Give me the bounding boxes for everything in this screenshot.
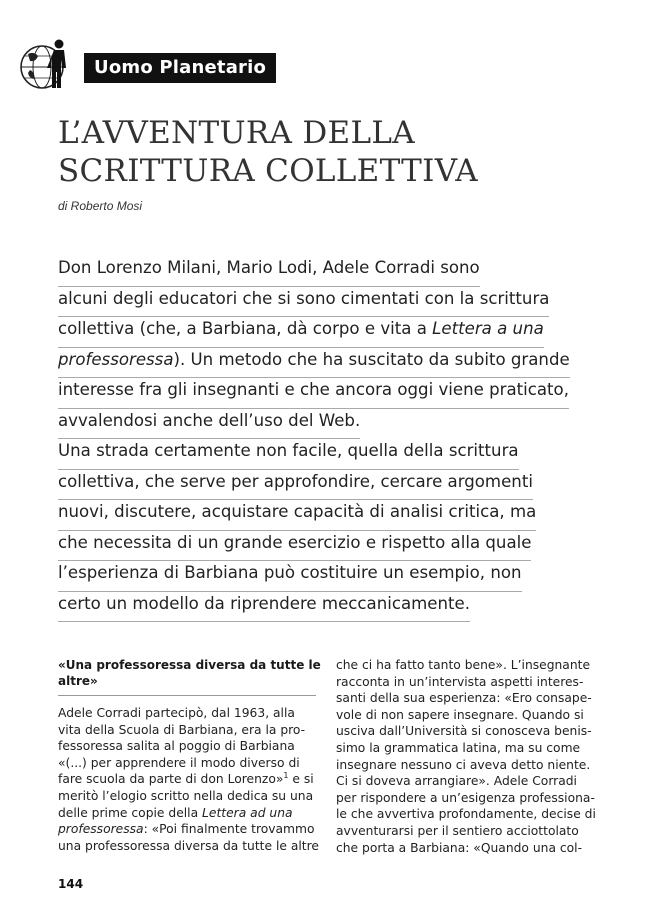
body-line: Ci si doveva arrangiare». Adele Corradi [336, 774, 577, 789]
lead-line: interesse fra gli insegnanti e che ancora oggi viene praticato, [58, 378, 569, 409]
globe-with-human-figure-icon [18, 36, 78, 98]
body-line: santi della sua esperienza: «Ero consape- [336, 691, 592, 706]
lead-line: collettiva, che serve per approfondire, cercare argomenti [58, 470, 533, 501]
title-line: L’AVVENTURA DELLA [58, 115, 415, 151]
section-badge: Uomo Planetario [84, 53, 276, 83]
lead-line: professoressa). Un metodo che ha suscitato da subito grande [58, 348, 570, 379]
body-line: fessoressa salita al poggio di Barbiana [58, 739, 295, 754]
body-line: vole di non sapere insegnare. Quando si [336, 707, 584, 722]
body-line: per rispondere a un’esigenza professiona- [336, 790, 595, 805]
body-line: fare scuola da parte di don Lorenzo»$^1$ e si [58, 771, 314, 787]
lead-line: avvalendosi anche dell’uso del Web. [58, 409, 360, 440]
body-line: una professoressa diversa da tutte le altre [58, 838, 319, 853]
body-line: racconta in un’intervista aspetti interes- [336, 674, 584, 689]
lead-line: l’esperienza di Barbiana può costituire un esempio, non [58, 561, 522, 592]
body-line: avventurarsi per il sentiero acciottolato [336, 823, 579, 838]
byline: di Roberto Mosi [58, 199, 143, 213]
lead-paragraph [58, 256, 578, 622]
body-line: che porta a Barbiana: «Quando una col- [336, 840, 583, 855]
right-column [336, 657, 594, 856]
body-line: vita della Scuola di Barbiana, era la pro- [58, 722, 306, 737]
left-column [58, 657, 321, 854]
section-header [18, 36, 298, 98]
subheading: «Una professoressa diversa da tutte le altre» [58, 657, 316, 696]
body-line: simo la grammatica latina, ma su come [336, 740, 581, 755]
body-line: professoressa: «Poi finalmente trovammo [58, 822, 315, 837]
body-line: Adele Corradi partecipò, dal 1963, alla [58, 706, 295, 720]
lead-line: Una strada certamente non facile, quella della scrittura [58, 439, 519, 470]
lead-line: nuovi, discutere, acquistare capacità di analisi critica, ma [58, 500, 536, 531]
body-line: «(...) per apprendere il modo diverso di [58, 755, 300, 770]
article-title [58, 114, 618, 190]
body-line: usciva dall’Università si conosceva benis- [336, 724, 592, 739]
lead-line: collettiva (che, a Barbiana, dà corpo e vita a Lettera a una [58, 317, 544, 348]
body-line: delle prime copie della Lettera ad una [58, 805, 293, 820]
body-line: meritò l’elogio scritto nella dedica su una [58, 788, 314, 803]
lead-line: Don Lorenzo Milani, Mario Lodi, Adele Corradi sono [58, 256, 480, 287]
lead-line: certo un modello da riprendere meccanicamente. [58, 592, 470, 623]
lead-line: che necessita di un grande esercizio e rispetto alla quale [58, 531, 531, 562]
body-line: insegnare nessuno ci aveva detto niente. [336, 757, 591, 772]
body-line: le che avvertiva profondamente, decise di [336, 807, 596, 822]
body-line: che ci ha fatto tanto bene». L’insegnante [336, 658, 591, 672]
page-number: 144 [58, 877, 84, 891]
lead-line: alcuni degli educatori che si sono cimentati con la scrittura [58, 287, 549, 318]
footnote-ref: 1 [283, 771, 289, 781]
title-line: SCRITTURA COLLETTIVA [58, 153, 478, 189]
